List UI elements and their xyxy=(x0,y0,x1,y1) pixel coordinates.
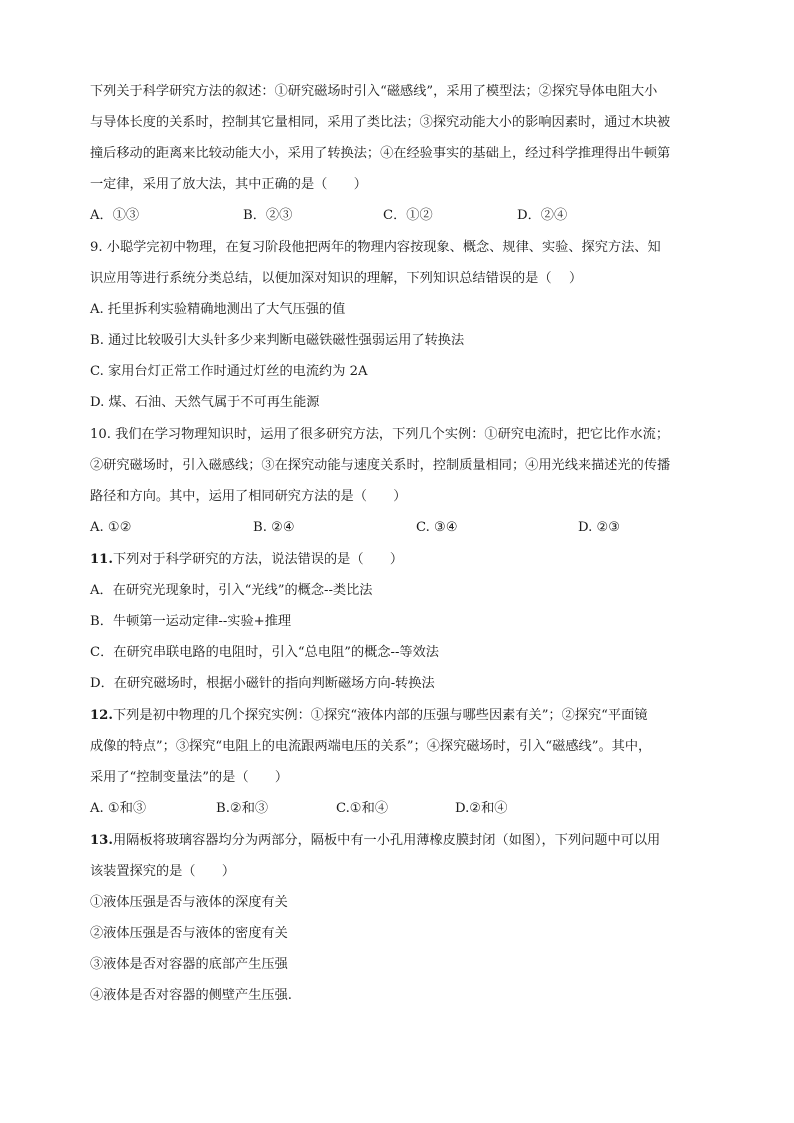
question-10-text: 10. 我们在学习物理知识时，运用了很多研究方法，下列几个实例：①研究电流时，把它比作水流； xyxy=(90,427,670,442)
question-10-option-b: B. ②④ xyxy=(253,520,295,535)
question-12-text: 成像的特点”；③探究“电阻上的电流跟两端电压的关系”；④探究磁场时，引入“磁感线”。其中， xyxy=(90,739,652,754)
question-9-text: 9. 小聪学完初中物理，在复习阶段他把两年的物理内容按现象、概念、规律、实验、探究方法、知 xyxy=(90,240,661,255)
question-12-stem: 下列是初中物理的几个探究实例：①探究“液体内部的压强与哪些因素有关”；②探究“平面镜 xyxy=(112,708,648,723)
question-12-option-a: A. ①和③ xyxy=(90,801,147,816)
question-13-text xyxy=(90,831,710,851)
question-11-option-d: D．在研究磁场时，根据小磁针的指向判断磁场方向-转换法 xyxy=(90,676,435,691)
question-12-text: 采用了“控制变量法”的是（ ） xyxy=(90,770,289,785)
question-13-text: 该装置探究的是（ ） xyxy=(90,864,236,879)
question-12-option-b: B.②和③ xyxy=(216,801,269,816)
question-10-option-c: C. ③④ xyxy=(416,520,458,535)
option-b: B．②③ xyxy=(243,208,293,223)
question-11-option-a: A．在研究光现象时，引入“光线”的概念--类比法 xyxy=(90,583,373,598)
question-9-option-a: A. 托里拆利实验精确地测出了大气压强的值 xyxy=(90,302,346,317)
question-12-number: 12. xyxy=(90,708,113,723)
question-10-option-a: A. ①② xyxy=(90,520,132,535)
question-13-item: ②液体压强是否与液体的密度有关 xyxy=(90,926,288,941)
question-10-option-d: D. ②③ xyxy=(578,520,621,535)
question-13-item: ①液体压强是否与液体的深度有关 xyxy=(90,895,288,910)
question-13-stem: 用隔板将玻璃容器均分为两部分，隔板中有一小孔用薄橡皮膜封闭（如图），下列问题中可以用 xyxy=(112,833,661,848)
question-9-text: 识应用等进行系统分类总结，以便加深对知识的理解，下列知识总结错误的是（ ） xyxy=(90,271,583,286)
question-11-option-c: C．在研究串联电路的电阻时，引入“总电阻”的概念--等效法 xyxy=(90,645,439,660)
option-d: D．②④ xyxy=(517,208,568,223)
question-11-text xyxy=(90,550,710,570)
question-text-line: 与导体长度的关系时，控制其它量相同，采用了类比法；③探究动能大小的影响因素时，通过木块被 xyxy=(90,115,671,130)
question-10-text: ②研究磁场时，引入磁感线；③在探究动能与速度关系时，控制质量相同；④用光线来描述光的传播 xyxy=(90,458,671,473)
question-13-item: ③液体是否对容器的底部产生压强 xyxy=(90,957,288,972)
option-c: C．①② xyxy=(383,208,433,223)
question-11-option-b: B．牛顿第一运动定律--实验+推理 xyxy=(90,614,292,629)
question-11-number: 11. xyxy=(90,552,113,567)
question-9-option-d: D. 煤、石油、天然气属于不可再生能源 xyxy=(90,395,320,410)
question-12-option-d: D.②和④ xyxy=(455,801,508,816)
question-12-option-c: C.①和④ xyxy=(336,801,389,816)
option-a: A．①③ xyxy=(90,208,140,223)
question-11-stem: 下列对于科学研究的方法，说法错误的是（ ） xyxy=(112,552,404,567)
question-12-text xyxy=(90,706,710,726)
question-13-number: 13. xyxy=(90,833,113,848)
question-13-item: ④液体是否对容器的侧壁产生压强. xyxy=(90,988,293,1003)
question-9-option-b: B. 通过比较吸引大头针多少来判断电磁铁磁性强弱运用了转换法 xyxy=(90,333,465,348)
question-9-option-c: C. 家用台灯正常工作时通过灯丝的电流约为 2A xyxy=(90,364,368,379)
question-text-line: 下列关于科学研究方法的叙述：①研究磁场时引入“磁感线”，采用了模型法；②探究导体电阻大小 xyxy=(90,84,658,99)
question-10-text: 路径和方向。其中，运用了相同研究方法的是（ ） xyxy=(90,489,407,504)
question-text-line: 一定律，采用了放大法，其中正确的是（ ） xyxy=(90,177,367,192)
question-text-line: 撞后移动的距离来比较动能大小，采用了转换法；④在经验事实的基础上，经过科学推理得出牛顿第 xyxy=(90,146,671,161)
